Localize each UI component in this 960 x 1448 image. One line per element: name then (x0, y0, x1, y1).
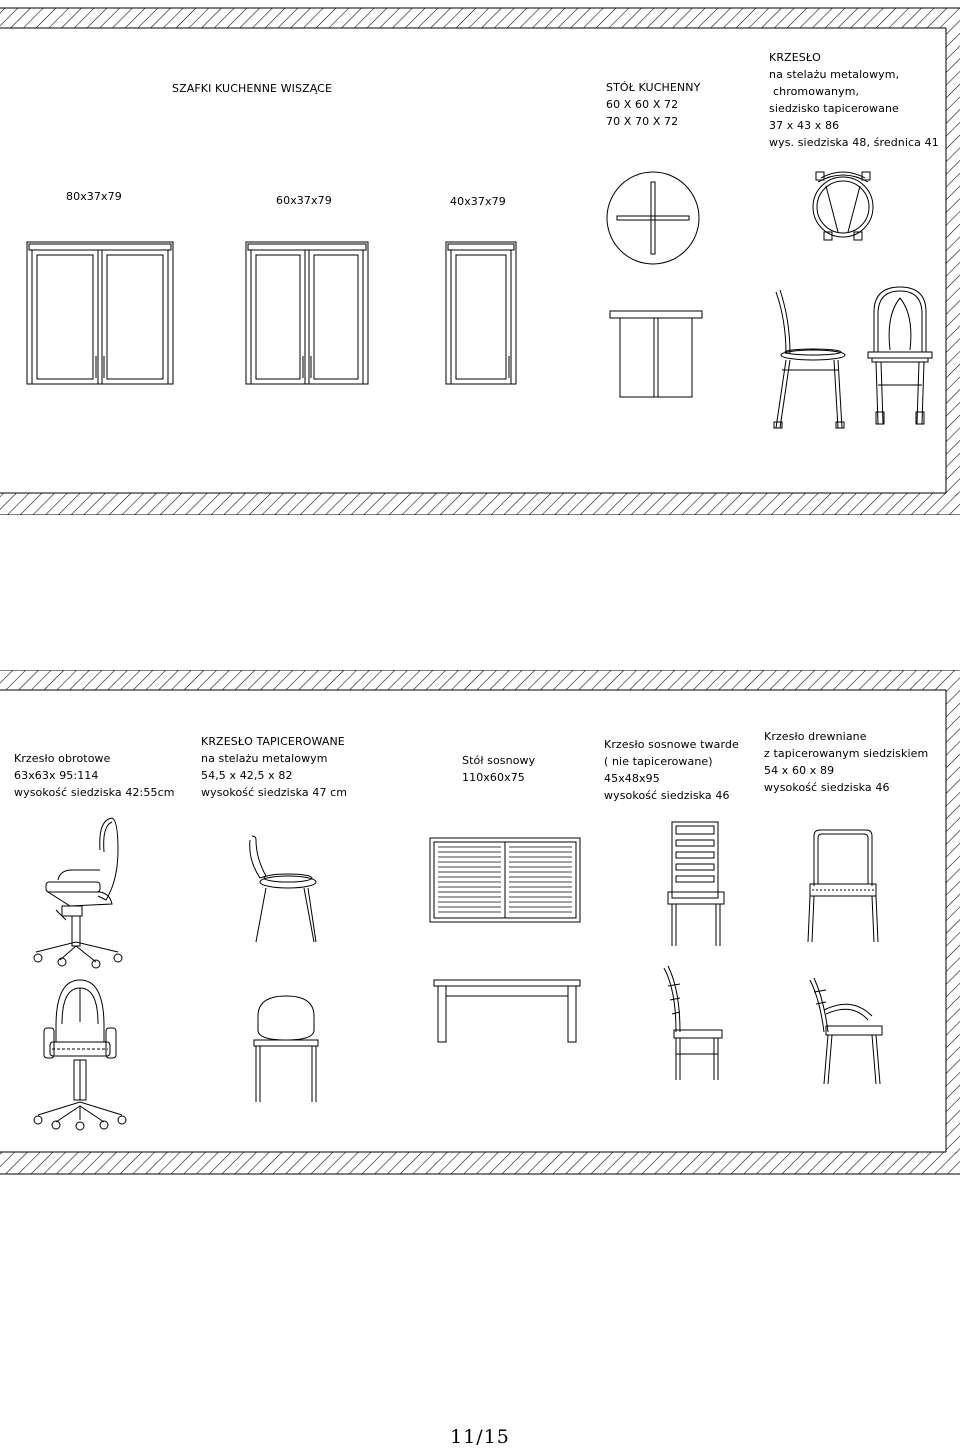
pine-chair-side-view (664, 966, 722, 1080)
swivel-chair-side-view (34, 818, 122, 968)
upholstered-chair-title: KRZESŁO TAPICEROWANE (201, 735, 345, 748)
wooden-chair-front-view (808, 830, 878, 942)
wall-hatching-top (0, 8, 960, 28)
pine-table-title: Stół sosnowy (462, 754, 536, 767)
upholstered-chair-front-view (254, 996, 318, 1102)
pine-chair-title: Krzesło sosnowe twarde (604, 738, 739, 751)
cabinet-80-drawing (27, 242, 173, 384)
upholstered-chair-label (201, 733, 347, 801)
pine-chair-front-view (668, 822, 724, 946)
metal-chair-label (769, 49, 939, 151)
wooden-chair-desc: z tapicerowanym siedziskiem (764, 747, 929, 760)
kitchen-table-front-view (610, 311, 702, 397)
pine-chair-seat-height: wysokość siedziska 46 (604, 789, 730, 802)
cabinet-80-size: 80x37x79 (66, 190, 122, 203)
cabinet-40-size: 40x37x79 (450, 195, 506, 208)
kitchen-table-title: STÓŁ KUCHENNY (606, 81, 701, 94)
metal-chair-desc-3: siedzisko tapicerowane (769, 102, 899, 115)
swivel-chair-size: 63x63x 95:114 (14, 769, 99, 782)
upholstered-chair-side-view (250, 836, 316, 942)
upholstered-chair-size: 54,5 x 42,5 x 82 (201, 769, 293, 782)
metal-chair-desc-2: chromowanym, (773, 85, 860, 98)
pine-table-label (462, 752, 535, 786)
metal-chair-front-view (868, 287, 932, 424)
wall-hatching-top (0, 670, 960, 690)
drawing-sheet-chairs (0, 670, 960, 1176)
metal-chair-top-view (813, 172, 873, 240)
wooden-chair-side-view (810, 978, 882, 1084)
wooden-chair-label (764, 728, 928, 796)
kitchen-table-size-2: 70 X 70 X 72 (606, 115, 679, 128)
cabinet-60-size: 60x37x79 (276, 194, 332, 207)
wall-hatching-right (946, 690, 960, 1154)
cabinets-title: SZAFKI KUCHENNE WISZĄCE (172, 82, 333, 95)
cabinet-60-drawing (246, 242, 368, 384)
wall-hatching-right (946, 28, 960, 496)
swivel-chair-title: Krzesło obrotowe (14, 752, 111, 765)
metal-chair-desc-1: na stelażu metalowym, (769, 68, 900, 81)
pine-chair-desc: ( nie tapicerowane) (604, 755, 713, 768)
kitchen-table-top-view (607, 172, 699, 264)
drawing-sheet-kitchen (0, 0, 960, 515)
swivel-chair-front-view (34, 980, 126, 1130)
pine-chair-label (604, 736, 739, 804)
pine-table-size: 110x60x75 (462, 771, 525, 784)
pine-table-top-view (430, 838, 580, 922)
upholstered-chair-seat-height: wysokość siedziska 47 cm (201, 786, 348, 799)
metal-chair-seat-height: wys. siedziska 48, średnica 41 (769, 136, 939, 149)
metal-chair-side-view (774, 290, 845, 428)
kitchen-table-label (606, 79, 700, 130)
page-number: 11/15 (450, 1426, 510, 1448)
swivel-chair-label (14, 750, 175, 801)
pine-table-front-view (434, 980, 580, 1042)
wooden-chair-size: 54 x 60 x 89 (764, 764, 835, 777)
metal-chair-title: KRZESŁO (769, 51, 821, 64)
pine-chair-size: 45x48x95 (604, 772, 660, 785)
kitchen-table-size-1: 60 X 60 X 72 (606, 98, 679, 111)
upholstered-chair-desc: na stelażu metalowym (201, 752, 328, 765)
wooden-chair-seat-height: wysokość siedziska 46 (764, 781, 890, 794)
wall-hatching-bottom (0, 1152, 960, 1174)
wooden-chair-title: Krzesło drewniane (764, 730, 867, 743)
metal-chair-size: 37 x 43 x 86 (769, 119, 840, 132)
swivel-chair-seat-height: wysokość siedziska 42:55cm (14, 786, 175, 799)
cabinet-40-drawing (446, 242, 516, 384)
wall-hatching-bottom (0, 493, 960, 515)
